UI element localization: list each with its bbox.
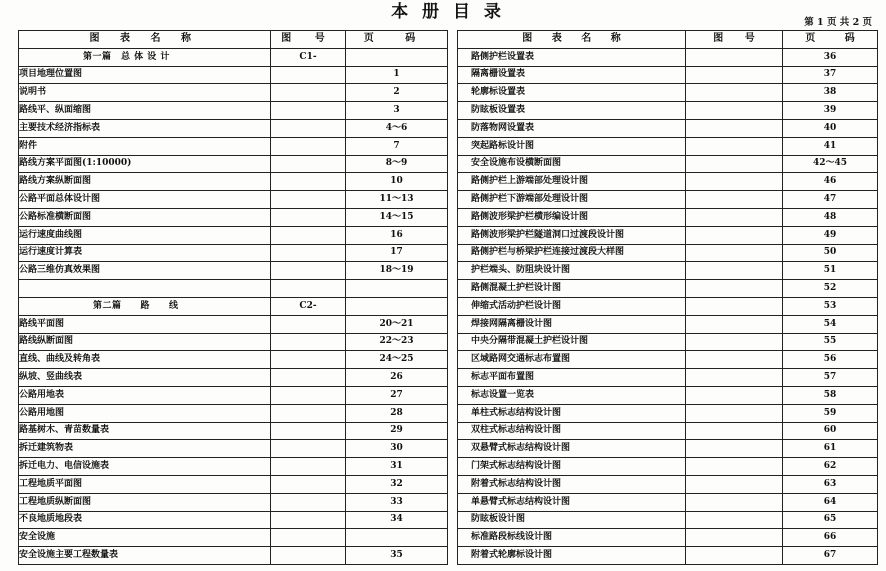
toc-row — [19, 547, 448, 565]
drawing-number — [686, 422, 783, 440]
drawing-number — [686, 191, 783, 209]
item-name: 门架式标志结构设计图 — [458, 458, 686, 476]
header-row — [19, 31, 448, 49]
page-number: 16 — [346, 226, 448, 244]
drawing-number — [686, 208, 783, 226]
page-number — [346, 529, 448, 547]
drawing-number — [271, 66, 346, 84]
drawing-number — [271, 333, 346, 351]
page-number: 26 — [346, 369, 448, 387]
item-name: 拆迁电力、电信设施表 — [19, 458, 271, 476]
column-header-drawing-number: 图 号 — [686, 31, 783, 49]
item-name: 公路用地图 — [19, 404, 271, 422]
item-name: 纵坡、竖曲线表 — [19, 369, 271, 387]
drawing-number — [271, 226, 346, 244]
drawing-number — [271, 84, 346, 102]
drawing-number — [686, 173, 783, 191]
drawing-number — [686, 440, 783, 458]
column-header-drawing-number: 图 号 — [271, 31, 346, 49]
toc-row — [19, 529, 448, 547]
drawing-number — [686, 404, 783, 422]
item-name: 说明书 — [19, 84, 271, 102]
page-number: 40 — [783, 119, 878, 137]
item-name: 公路用地表 — [19, 386, 271, 404]
section-row — [19, 48, 448, 66]
column-header-name: 图 表 名 称 — [19, 31, 271, 49]
drawing-number — [686, 386, 783, 404]
toc-row — [458, 315, 878, 333]
drawing-number — [686, 137, 783, 155]
page-number: 29 — [346, 422, 448, 440]
drawing-number — [271, 315, 346, 333]
page-number: 50 — [783, 244, 878, 262]
page-number: 1 — [346, 66, 448, 84]
page-number: 17 — [346, 244, 448, 262]
drawing-number — [686, 547, 783, 565]
page-number — [346, 280, 448, 298]
page-number: 34 — [346, 511, 448, 529]
item-name: 路线平、纵面缩图 — [19, 102, 271, 120]
page-number — [346, 48, 448, 66]
page-number: 28 — [346, 404, 448, 422]
page-number: 4～6 — [346, 119, 448, 137]
blank-row — [19, 280, 448, 298]
drawing-number — [271, 404, 346, 422]
drawing-number — [271, 173, 346, 191]
toc-row — [19, 369, 448, 387]
page-number: 27 — [346, 386, 448, 404]
page-number: 53 — [783, 297, 878, 315]
toc-row — [19, 511, 448, 529]
page-number: 14～15 — [346, 208, 448, 226]
toc-row — [19, 244, 448, 262]
toc-row — [458, 422, 878, 440]
page-number: 61 — [783, 440, 878, 458]
item-name: 路线方案平面图(1:10000) — [19, 155, 271, 173]
page-number: 35 — [346, 547, 448, 565]
item-name: 路线纵断面图 — [19, 333, 271, 351]
toc-row — [458, 244, 878, 262]
drawing-number — [271, 458, 346, 476]
page-number: 54 — [783, 315, 878, 333]
item-name: 不良地质地段表 — [19, 511, 271, 529]
item-name: 路侧护栏与桥梁护栏连接过渡段大样图 — [458, 244, 686, 262]
toc-row — [458, 369, 878, 387]
item-name: 标志设置一览表 — [458, 386, 686, 404]
toc-row — [458, 155, 878, 173]
toc-row — [19, 155, 448, 173]
page-number: 36 — [783, 48, 878, 66]
page-number: 57 — [783, 369, 878, 387]
item-name: 路侧波形梁护栏横形编设计图 — [458, 208, 686, 226]
toc-row — [458, 119, 878, 137]
toc-row — [19, 422, 448, 440]
drawing-number — [686, 155, 783, 173]
item-name: 标志平面布置图 — [458, 369, 686, 387]
toc-row — [458, 173, 878, 191]
page-number: 32 — [346, 475, 448, 493]
item-name: 路侧护栏上游端部处理设计图 — [458, 173, 686, 191]
page-number: 7 — [346, 137, 448, 155]
item-name: 主要技术经济指标表 — [19, 119, 271, 137]
page-number: 31 — [346, 458, 448, 476]
drawing-number — [686, 102, 783, 120]
drawing-number — [686, 511, 783, 529]
drawing-number — [686, 280, 783, 298]
page-counter: 第 1 页 共 2 页 — [804, 17, 872, 28]
item-name: 公路平面总体设计图 — [19, 191, 271, 209]
drawing-number — [271, 155, 346, 173]
item-name: 运行速度曲线图 — [19, 226, 271, 244]
drawing-number — [271, 351, 346, 369]
toc-row — [19, 208, 448, 226]
drawing-number — [686, 262, 783, 280]
toc-row — [19, 102, 448, 120]
drawing-number — [686, 369, 783, 387]
drawing-number — [686, 66, 783, 84]
header-row — [458, 31, 878, 49]
toc-row — [458, 351, 878, 369]
item-name: 中央分隔带混凝土护栏设计图 — [458, 333, 686, 351]
page-number: 56 — [783, 351, 878, 369]
item-name: 运行速度计算表 — [19, 244, 271, 262]
page-number: 49 — [783, 226, 878, 244]
drawing-number: C2- — [271, 297, 346, 315]
toc-row — [458, 386, 878, 404]
item-name: 工程地质平面图 — [19, 475, 271, 493]
item-name: 拆迁建筑物表 — [19, 440, 271, 458]
drawing-number — [271, 511, 346, 529]
toc-row — [458, 493, 878, 511]
toc-row — [458, 475, 878, 493]
column-header-page: 页 码 — [346, 31, 448, 49]
drawing-number: C1- — [271, 48, 346, 66]
toc-row — [19, 262, 448, 280]
toc-row — [19, 458, 448, 476]
item-name: 防眩板设计图 — [458, 511, 686, 529]
drawing-number — [686, 48, 783, 66]
toc-row — [458, 137, 878, 155]
toc-row — [19, 404, 448, 422]
toc-row — [458, 191, 878, 209]
toc-row — [458, 404, 878, 422]
toc-row — [458, 48, 878, 66]
drawing-number — [271, 137, 346, 155]
item-name: 突起路标设计图 — [458, 137, 686, 155]
drawing-number — [271, 529, 346, 547]
toc-row — [458, 297, 878, 315]
toc-row — [19, 137, 448, 155]
item-name: 附件 — [19, 137, 271, 155]
drawing-number — [271, 262, 346, 280]
item-name: 路线方案纵断面图 — [19, 173, 271, 191]
page-number: 63 — [783, 475, 878, 493]
drawing-number — [686, 493, 783, 511]
toc-row — [19, 493, 448, 511]
page-number: 66 — [783, 529, 878, 547]
item-name: 焊接网隔离栅设计图 — [458, 315, 686, 333]
drawing-number — [686, 315, 783, 333]
contents-table-left — [18, 30, 448, 565]
drawing-number — [686, 351, 783, 369]
toc-row — [19, 226, 448, 244]
item-name: 单柱式标志结构设计图 — [458, 404, 686, 422]
drawing-number — [271, 369, 346, 387]
toc-row — [458, 280, 878, 298]
contents-table-right — [457, 30, 878, 565]
drawing-number — [271, 244, 346, 262]
page-number: 65 — [783, 511, 878, 529]
item-name: 伸缩式活动护栏设计图 — [458, 297, 686, 315]
drawing-number — [686, 529, 783, 547]
column-header-page: 页 码 — [783, 31, 878, 49]
page-number: 22～23 — [346, 333, 448, 351]
item-name: 护栏端头、防阻块设计图 — [458, 262, 686, 280]
item-name: 安全设施 — [19, 529, 271, 547]
page-number: 48 — [783, 208, 878, 226]
toc-row — [19, 315, 448, 333]
drawing-number — [686, 244, 783, 262]
toc-row — [19, 351, 448, 369]
drawing-number — [271, 475, 346, 493]
page-number: 10 — [346, 173, 448, 191]
page-number: 55 — [783, 333, 878, 351]
drawing-number — [686, 226, 783, 244]
item-name: 路侧混凝土护栏设计图 — [458, 280, 686, 298]
page-number: 58 — [783, 386, 878, 404]
toc-row — [458, 529, 878, 547]
page-number: 60 — [783, 422, 878, 440]
drawing-number — [686, 119, 783, 137]
page-number: 8～9 — [346, 155, 448, 173]
item-name: 公路三维仿真效果图 — [19, 262, 271, 280]
page-number: 37 — [783, 66, 878, 84]
item-name: 公路标准横断面图 — [19, 208, 271, 226]
item-name: 路侧波形梁护栏隧道洞口过渡段设计图 — [458, 226, 686, 244]
drawing-number — [271, 280, 346, 298]
toc-row — [19, 119, 448, 137]
drawing-number — [686, 475, 783, 493]
page-number: 39 — [783, 102, 878, 120]
page-number: 51 — [783, 262, 878, 280]
item-name: 路侧护栏下游端部处理设计图 — [458, 191, 686, 209]
item-name: 工程地质纵断面图 — [19, 493, 271, 511]
page-number — [346, 297, 448, 315]
item-name: 区域路网交通标志布置图 — [458, 351, 686, 369]
section-row — [19, 297, 448, 315]
item-name: 隔离栅设置表 — [458, 66, 686, 84]
toc-row — [458, 458, 878, 476]
item-name: 直线、曲线及转角表 — [19, 351, 271, 369]
item-name: 附着式轮廓标设计图 — [458, 547, 686, 565]
toc-row — [458, 84, 878, 102]
drawing-number — [271, 191, 346, 209]
column-header-name: 图 表 名 称 — [458, 31, 686, 49]
toc-row — [458, 547, 878, 565]
drawing-number — [271, 119, 346, 137]
page-number: 42～45 — [783, 155, 878, 173]
section-title: 第二篇 路 线 — [19, 297, 271, 315]
page-number: 46 — [783, 173, 878, 191]
item-name: 双柱式标志结构设计图 — [458, 422, 686, 440]
toc-row — [19, 173, 448, 191]
item-name: 安全设施主要工程数量表 — [19, 547, 271, 565]
page-number: 52 — [783, 280, 878, 298]
toc-row — [19, 84, 448, 102]
drawing-number — [686, 333, 783, 351]
item-name: 双悬臂式标志结构设计图 — [458, 440, 686, 458]
item-name: 安全设施布设横断面图 — [458, 155, 686, 173]
page-number: 2 — [346, 84, 448, 102]
page-title: 本 册 目 录 — [391, 2, 505, 22]
item-name: 防眩板设置表 — [458, 102, 686, 120]
item-name: 轮廓标设置表 — [458, 84, 686, 102]
drawing-number — [271, 493, 346, 511]
toc-row — [458, 102, 878, 120]
item-name: 标准路段标线设计图 — [458, 529, 686, 547]
item-name: 路侧护栏设置表 — [458, 48, 686, 66]
toc-row — [458, 208, 878, 226]
page-number: 62 — [783, 458, 878, 476]
page-number: 33 — [346, 493, 448, 511]
drawing-number — [271, 422, 346, 440]
page-number: 3 — [346, 102, 448, 120]
page-number: 41 — [783, 137, 878, 155]
page-number: 67 — [783, 547, 878, 565]
drawing-number — [271, 208, 346, 226]
toc-row — [19, 333, 448, 351]
page-number: 24～25 — [346, 351, 448, 369]
item-name: 路基树木、青苗数量表 — [19, 422, 271, 440]
page-number: 30 — [346, 440, 448, 458]
drawing-number — [686, 84, 783, 102]
toc-row — [19, 440, 448, 458]
drawing-number — [271, 547, 346, 565]
page-number: 38 — [783, 84, 878, 102]
page-number: 64 — [783, 493, 878, 511]
toc-row — [458, 440, 878, 458]
drawing-number — [271, 440, 346, 458]
item-name: 防落物网设置表 — [458, 119, 686, 137]
toc-row — [458, 226, 878, 244]
page-number: 18～19 — [346, 262, 448, 280]
toc-row — [458, 511, 878, 529]
drawing-number — [271, 386, 346, 404]
drawing-number — [686, 458, 783, 476]
toc-row — [458, 66, 878, 84]
page-number: 59 — [783, 404, 878, 422]
section-title: 第一篇 总 体 设 计 — [19, 48, 271, 66]
item-name: 路线平面图 — [19, 315, 271, 333]
page-number: 47 — [783, 191, 878, 209]
toc-row — [458, 333, 878, 351]
drawing-number — [686, 297, 783, 315]
drawing-number — [271, 102, 346, 120]
toc-row — [19, 386, 448, 404]
page-number: 11～13 — [346, 191, 448, 209]
page-number: 20～21 — [346, 315, 448, 333]
toc-row — [458, 262, 878, 280]
item-name — [19, 280, 271, 298]
item-name: 项目地理位置图 — [19, 66, 271, 84]
item-name: 单悬臂式标志结构设计图 — [458, 493, 686, 511]
toc-row — [19, 475, 448, 493]
item-name: 附着式标志结构设计图 — [458, 475, 686, 493]
toc-row — [19, 191, 448, 209]
toc-row — [19, 66, 448, 84]
